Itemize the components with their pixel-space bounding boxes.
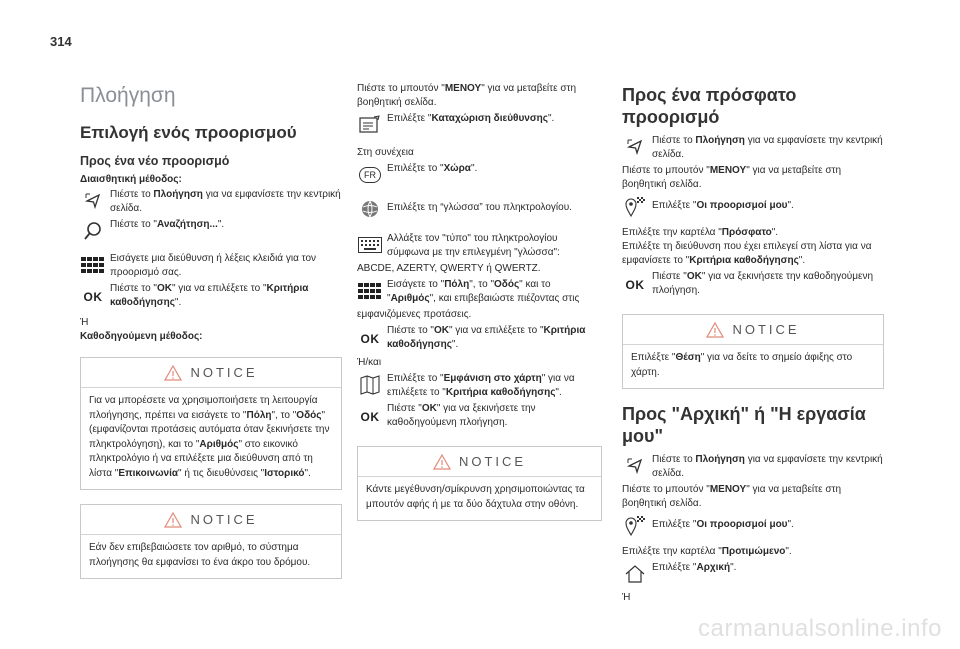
- heading-choose-destination: Επιλογή ενός προορισμού: [80, 123, 297, 142]
- step-text: Πιέστε "OK" για να ξεκινήσετε την καθοδηγούμενη πλοήγηση.: [652, 271, 874, 296]
- paragraph: Πιέστε το μπουτόν "ΜΕΝΟΥ" για να μεταβείτε στη βοηθητική σελίδα.: [622, 165, 841, 190]
- step-navigation: [622, 134, 884, 162]
- step-ok-start: [357, 402, 602, 432]
- step-text: Επιλέξτε "Οι προορισμοί μου".: [652, 519, 794, 530]
- paragraph: ABCDE, AZERTY, QWERTY ή QWERTZ.: [357, 263, 541, 274]
- step-text: Επιλέξτε "Οι προορισμοί μου".: [652, 200, 794, 211]
- notice-box: [357, 446, 602, 521]
- notice-body: Για να μπορέσετε να χρησιμοποιήσετε τη λειτουργία πλοήγησης, πρέπει να εισάγετε το "Πόλη", το "Οδός" (εμφανίζονται προτάσεις αυτόματα όταν ξεκινήσετε την πληκτρολόγηση), και το "Αριθμός" στο εικονικό πληκτρολόγιο ή να επιλέξετε μια διεύθυνση από τη λίστα "Επικοινωνία" ή τις διευθύνσεις "Ιστορικό".: [89, 395, 330, 479]
- ok-icon: OK: [625, 278, 645, 292]
- paragraph: Ή/και: [357, 357, 382, 368]
- paragraph: Επιλέξτε τη διεύθυνση που έχει επιλεγεί στη λίστα για να εμφανίσετε το "Κριτήρια καθοδήγησης".: [622, 241, 872, 266]
- step-text: Επιλέξτε τη “γλώσσα” του πληκτρολογίου.: [387, 202, 572, 213]
- step-home: [622, 561, 884, 587]
- step-text: Επιλέξτε το "Χώρα".: [387, 163, 478, 174]
- step-navigation: [80, 188, 342, 216]
- column-2: [357, 82, 602, 521]
- notice-title: NOTICE: [732, 321, 800, 337]
- notice-body: Εάν δεν επιβεβαιώσετε τον αριθμό, το σύστημα πλοήγησης θα εμφανίσει το ένα άκρο του δρόμου.: [89, 542, 311, 568]
- method-guided-label: Καθοδηγούμενη μέθοδος:: [80, 331, 203, 342]
- notice-box: [80, 504, 342, 579]
- step-my-destinations: [622, 194, 884, 220]
- paragraph: εμφανιζόμενες προτάσεις.: [357, 309, 472, 320]
- step-text: Αλλάξτε τον "τύπο" του πληκτρολογίου σύμφωνα με την επιλεγμένη "γλώσσα":: [387, 233, 560, 258]
- step-text: Πιέστε το "OK" για να επιλέξετε το "Κριτήρια καθοδήγησης".: [387, 325, 586, 350]
- step-text: Εισάγετε το "Πόλη", το "Οδός" και το "Αριθμός", και επιβεβαιώστε πιέζοντας στις: [387, 279, 580, 304]
- warning-triangle-icon: [706, 322, 724, 338]
- notice-body: Κάντε μεγέθυνση/σμίκρυνση χρησιμοποιώντας τα μπουτόν αφής ή με τα δύο δάχτυλα στην οθόνη.: [366, 484, 585, 510]
- subheading-new-destination: Προς ένα νέο προορισμό: [80, 154, 230, 168]
- ok-icon: OK: [360, 410, 380, 424]
- step-text: Πιέστε "OK" για να ξεκινήσετε την καθοδηγούμενη πλοήγηση.: [387, 403, 536, 428]
- paragraph: Πιέστε το μπουτόν "ΜΕΝΟΥ" για να μεταβείτε στη βοηθητική σελίδα.: [357, 83, 576, 108]
- step-navigation: [622, 453, 884, 481]
- watermark: carmanualsonline.info: [698, 615, 942, 642]
- paragraph: Επιλέξτε την καρτέλα "Πρόσφατο".: [622, 227, 779, 238]
- heading-home-work: Προς "Αρχική" ή "Η εργασία μου": [622, 404, 866, 446]
- step-show-on-map: [357, 372, 602, 400]
- notice-body: Επιλέξτε "Θέση" για να δείτε το σημείο άφιξης στο χάρτη.: [631, 352, 853, 378]
- keypad-icon: [357, 278, 383, 304]
- notice-header: [81, 358, 341, 388]
- or-text: Ή: [622, 592, 631, 603]
- ok-icon: OK: [360, 332, 380, 346]
- globe-icon: [357, 196, 383, 222]
- page-number: 314: [50, 34, 72, 49]
- step-text: Εισάγετε μια διεύθυνση ή λέξεις κλειδιά για τον προορισμό σας.: [110, 253, 317, 278]
- paragraph: Στη συνέχεια: [357, 147, 414, 158]
- step-enter-address: [357, 112, 602, 138]
- map-icon: [357, 372, 383, 398]
- notice-header: [623, 315, 883, 345]
- step-text: Επιλέξτε "Αρχική".: [652, 562, 737, 573]
- step-ok: [357, 324, 602, 354]
- column-3: [622, 84, 884, 605]
- step-ok-start: [622, 270, 884, 300]
- navigation-arrow-icon: [622, 453, 648, 479]
- column-1: [80, 84, 342, 579]
- notice-title: NOTICE: [190, 364, 258, 380]
- warning-triangle-icon: [164, 512, 182, 528]
- step-country: [357, 162, 602, 188]
- country-fr-icon: FR: [357, 162, 383, 188]
- or-text: Ή: [80, 317, 89, 328]
- warning-triangle-icon: [433, 454, 451, 470]
- step-keyboard-type: [357, 232, 602, 260]
- step-text: Επιλέξτε το "Εμφάνιση στο χάρτη" για να επιλέξετε το "Κριτήρια καθοδήγησης".: [387, 373, 575, 398]
- step-search: [80, 218, 342, 244]
- step-text: Επιλέξτε "Καταχώριση διεύθυνσης".: [387, 113, 555, 124]
- notice-title: NOTICE: [458, 453, 527, 469]
- notice-title: NOTICE: [190, 511, 258, 527]
- step-ok: [80, 282, 342, 312]
- paragraph: Επιλέξτε την καρτέλα "Προτιμώμενο".: [622, 546, 792, 557]
- destination-pin-icon: [622, 513, 648, 539]
- warning-triangle-icon: [164, 365, 182, 381]
- step-my-destinations: [622, 513, 884, 539]
- step-text: Πιέστε το Πλοήγηση για να εμφανίσετε την κεντρική σελίδα.: [652, 454, 883, 479]
- step-text: Πιέστε το "OK" για να επιλέξετε το "Κριτήρια καθοδήγησης".: [110, 283, 309, 308]
- notice-header: [358, 447, 601, 477]
- navigation-arrow-icon: [80, 188, 106, 214]
- keyboard-icon: [357, 232, 383, 258]
- notice-box: [80, 357, 342, 490]
- search-icon: [80, 218, 106, 244]
- step-enter-city: [357, 278, 602, 306]
- step-enter-address: [80, 252, 342, 280]
- method-intuitive-label: Διαισθητική μέθοδος:: [80, 174, 182, 185]
- section-title: Πλοήγηση: [80, 84, 176, 107]
- home-icon: [622, 561, 648, 587]
- keypad-icon: [80, 252, 106, 278]
- paragraph: Πιέστε το μπουτόν "ΜΕΝΟΥ" για να μεταβείτε στη βοηθητική σελίδα.: [622, 484, 841, 509]
- step-language: [357, 196, 602, 222]
- step-text: Πιέστε το Πλοήγηση για να εμφανίσετε την κεντρική σελίδα.: [110, 189, 341, 214]
- ok-icon: OK: [83, 290, 103, 304]
- step-text: Πιέστε το "Αναζήτηση...".: [110, 219, 225, 230]
- address-entry-icon: [357, 112, 383, 138]
- step-text: Πιέστε το Πλοήγηση για να εμφανίσετε την κεντρική σελίδα.: [652, 135, 883, 160]
- navigation-arrow-icon: [622, 134, 648, 160]
- destination-pin-icon: [622, 194, 648, 220]
- heading-recent-destination: Προς ένα πρόσφατο προορισμό: [622, 85, 797, 127]
- notice-box: [622, 314, 884, 389]
- notice-header: [81, 505, 341, 535]
